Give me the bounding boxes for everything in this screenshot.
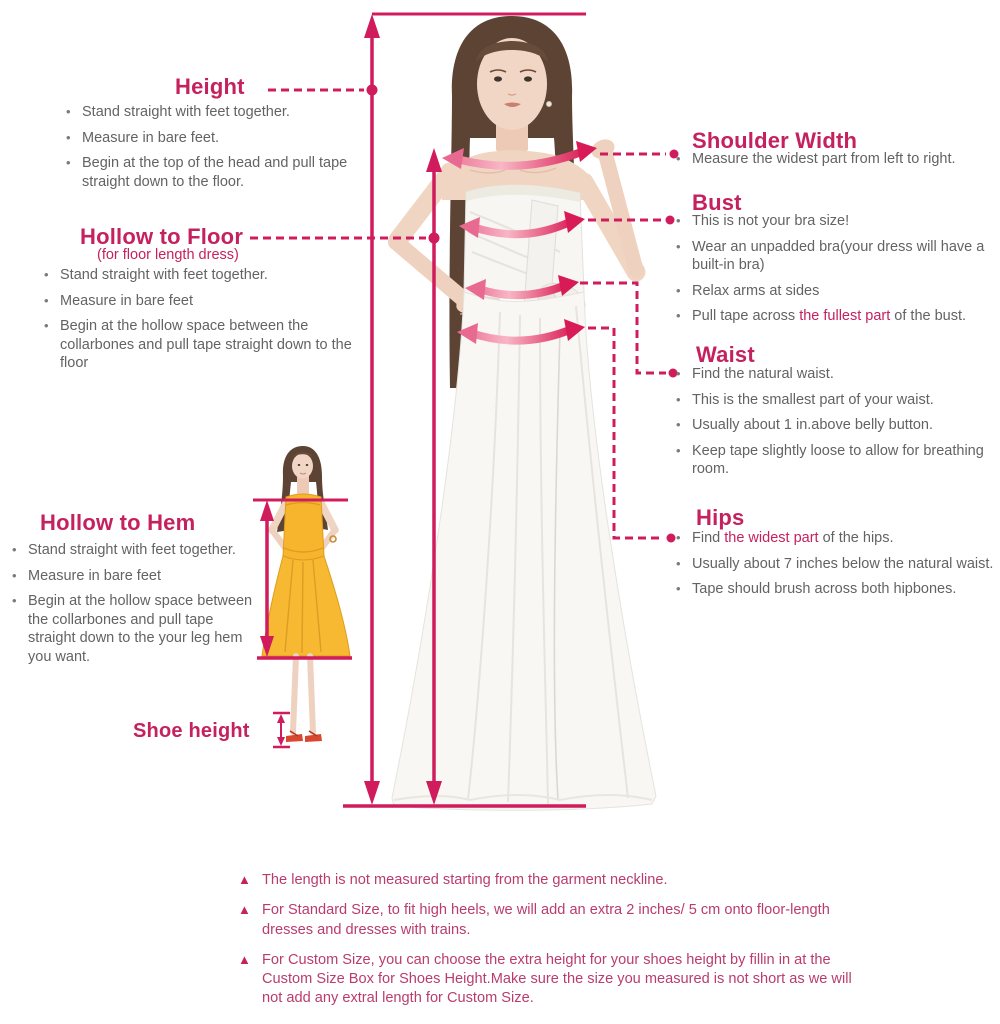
list-item: • Find the widest part of the hips. [676, 529, 996, 548]
hips-bullets [676, 529, 996, 606]
list-item: • Begin at the hollow space between the collarbones and pull tape straight down to the floor [44, 317, 359, 373]
warning-triangle-icon: ▲ [238, 951, 251, 967]
note-text: The length is not measured starting from the garment neckline. [262, 872, 668, 888]
shoulder-width-bullets [676, 150, 994, 176]
list-item: • Stand straight with feet together. [44, 266, 359, 285]
hollow-to-hem-title: Hollow to Hem [40, 510, 196, 535]
list-item: • Usually about 1 in.above belly button. [676, 416, 994, 435]
list-item: • Measure in bare feet [12, 567, 264, 586]
waist-bullets [676, 365, 994, 486]
list-item: • Find the natural waist. [676, 365, 994, 384]
list-item: • Usually about 7 inches below the natural waist. [676, 555, 996, 574]
hips-leader-dot [667, 534, 676, 543]
warning-triangle-icon: ▲ [238, 902, 251, 918]
hollow-to-hem-bullets [12, 541, 264, 673]
bust-leader-dot [666, 216, 675, 225]
hollow-to-floor-title: Hollow to Floor [80, 224, 244, 249]
list-item: • Tape should brush across both hipbones. [676, 580, 996, 599]
list-item: • Stand straight with feet together. [12, 541, 264, 560]
note-text: For Standard Size, to fit high heels, we will add an extra 2 inches/ 5 cm onto floor-length dresses and dresses with trains. [262, 902, 830, 938]
footer-notes [238, 871, 863, 1020]
height-section-bullets [66, 103, 371, 198]
shoulder-width-title: Shoulder Width [692, 128, 858, 153]
list-item: • This is not your bra size! [676, 212, 994, 231]
note-text: For Custom Size, you can choose the extra height for your shoes height by fillin in at the Custom Size Box for Shoes Height.Make sure the size you measured is not short as we will not add any extral length for Custom Size. [262, 951, 852, 1007]
waist-title: Waist [696, 342, 755, 367]
list-item: • Stand straight with feet together. [66, 103, 371, 122]
list-item: • This is the smallest part of your waist. [676, 391, 994, 410]
list-item: • Measure the widest part from left to right. [676, 150, 994, 169]
hollow-to-floor-bullets [44, 266, 359, 380]
note-item [238, 951, 863, 1009]
list-item: • Begin at the hollow space between the collarbones and pull tape straight down to the your leg hem you want. [12, 592, 264, 666]
hollow-to-floor-subtitle: (for floor length dress) [97, 247, 239, 263]
list-item: • Wear an unpadded bra(your dress will have a built-in bra) [676, 238, 994, 275]
warning-triangle-icon: ▲ [238, 872, 251, 887]
list-item: • Keep tape slightly loose to allow for breathing room. [676, 442, 994, 479]
list-item: • Begin at the top of the head and pull tape straight down to the floor. [66, 154, 371, 191]
note-item [238, 901, 863, 940]
hips-title: Hips [696, 505, 745, 530]
shoe-height-title: Shoe height [133, 720, 250, 742]
height-section-title: Height [175, 74, 245, 99]
note-item [238, 871, 863, 890]
bust-bullets [676, 212, 994, 333]
list-item: • Measure in bare feet. [66, 129, 371, 148]
list-item: • Pull tape across the fullest part of the bust. [676, 307, 994, 326]
model-small-illustration [262, 446, 350, 742]
model-large-illustration [392, 16, 656, 810]
list-item: • Relax arms at sides [676, 282, 994, 301]
bust-title: Bust [692, 190, 742, 215]
list-item: • Measure in bare feet [44, 292, 359, 311]
